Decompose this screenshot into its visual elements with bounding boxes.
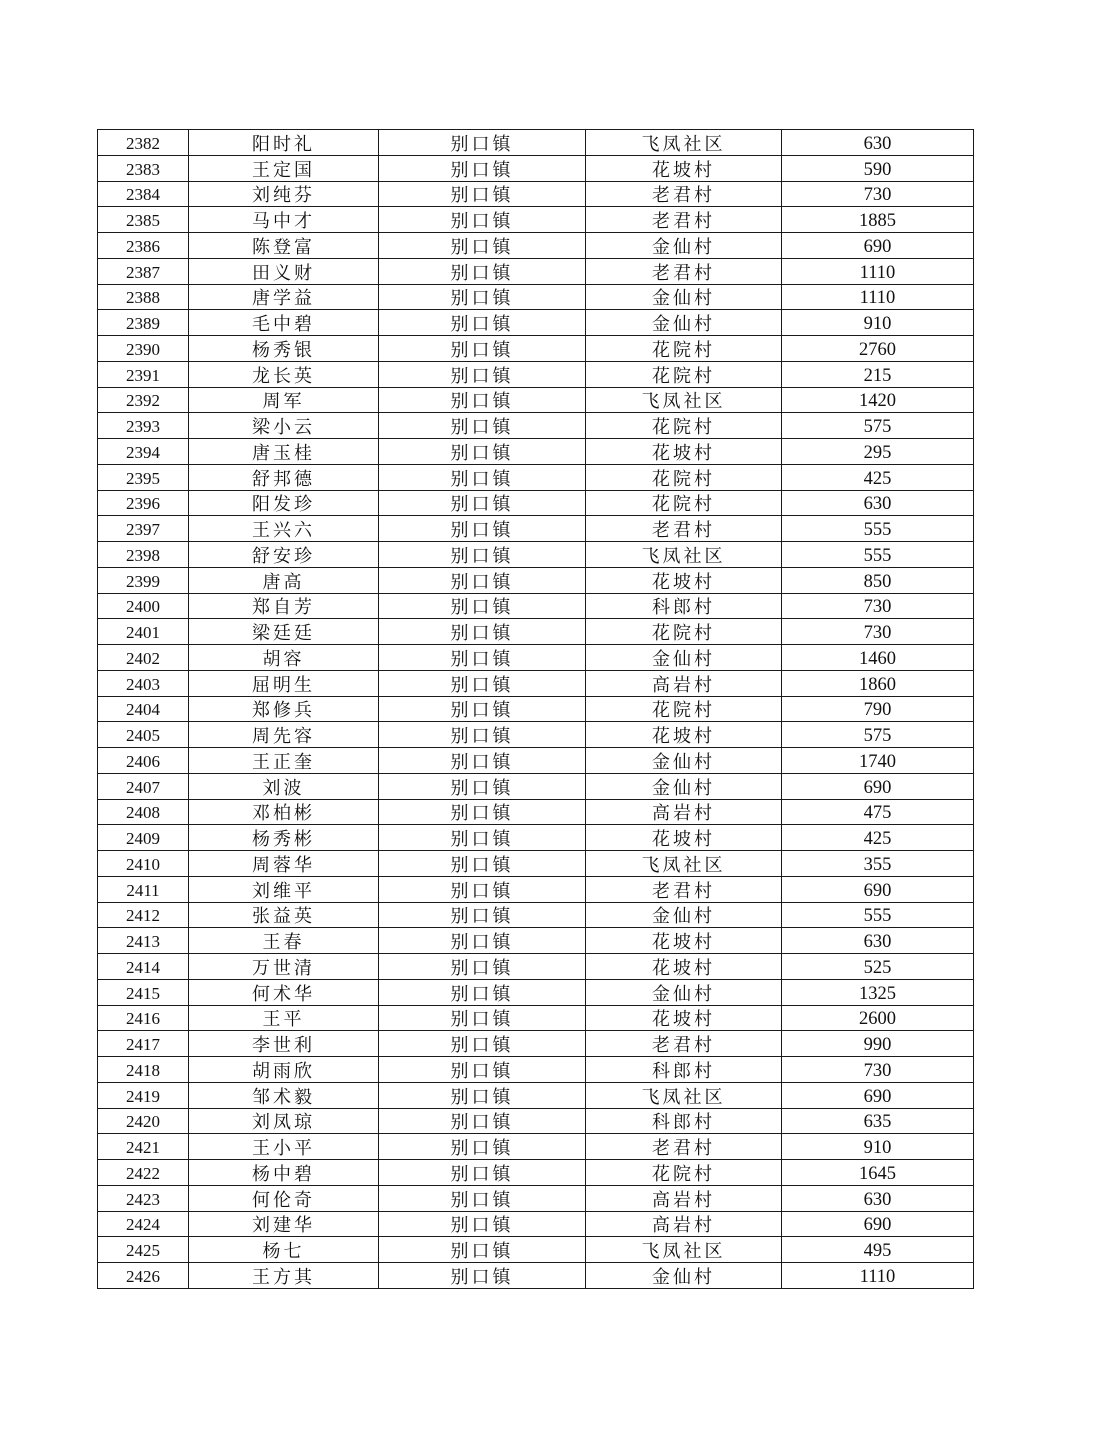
town-cell: 别口镇 xyxy=(379,902,586,928)
town-cell: 别口镇 xyxy=(379,696,586,722)
row-number-cell: 2407 xyxy=(98,773,189,799)
table-row xyxy=(98,773,974,799)
amount-cell: 575 xyxy=(782,413,974,439)
name-cell: 刘维平 xyxy=(189,876,379,902)
table-row xyxy=(98,361,974,387)
row-number-cell: 2408 xyxy=(98,799,189,825)
table-row xyxy=(98,1237,974,1263)
row-number-cell: 2422 xyxy=(98,1160,189,1186)
table-row xyxy=(98,876,974,902)
town-cell: 别口镇 xyxy=(379,336,586,362)
table-row xyxy=(98,1263,974,1289)
table-row xyxy=(98,567,974,593)
row-number-cell: 2387 xyxy=(98,258,189,284)
village-cell: 花坡村 xyxy=(586,722,782,748)
village-cell: 科郎村 xyxy=(586,1108,782,1134)
name-cell: 杨中碧 xyxy=(189,1160,379,1186)
table-row xyxy=(98,310,974,336)
village-cell: 花院村 xyxy=(586,696,782,722)
town-cell: 别口镇 xyxy=(379,1108,586,1134)
village-cell: 飞凤社区 xyxy=(586,851,782,877)
village-cell: 高岩村 xyxy=(586,1211,782,1237)
village-cell: 金仙村 xyxy=(586,645,782,671)
amount-cell: 1420 xyxy=(782,387,974,413)
table-row xyxy=(98,1057,974,1083)
name-cell: 陈登富 xyxy=(189,233,379,259)
amount-cell: 475 xyxy=(782,799,974,825)
row-number-cell: 2383 xyxy=(98,155,189,181)
table-row xyxy=(98,284,974,310)
village-cell: 花坡村 xyxy=(586,439,782,465)
amount-cell: 2760 xyxy=(782,336,974,362)
town-cell: 别口镇 xyxy=(379,825,586,851)
name-cell: 梁小云 xyxy=(189,413,379,439)
table-row xyxy=(98,1005,974,1031)
town-cell: 别口镇 xyxy=(379,1160,586,1186)
row-number-cell: 2404 xyxy=(98,696,189,722)
table-row xyxy=(98,722,974,748)
table-row xyxy=(98,336,974,362)
table-row xyxy=(98,516,974,542)
name-cell: 邓柏彬 xyxy=(189,799,379,825)
amount-cell: 425 xyxy=(782,825,974,851)
amount-cell: 630 xyxy=(782,928,974,954)
village-cell: 金仙村 xyxy=(586,1263,782,1289)
name-cell: 周先容 xyxy=(189,722,379,748)
table-row xyxy=(98,1031,974,1057)
village-cell: 老君村 xyxy=(586,876,782,902)
name-cell: 杨秀彬 xyxy=(189,825,379,851)
village-cell: 花坡村 xyxy=(586,155,782,181)
amount-cell: 555 xyxy=(782,902,974,928)
town-cell: 别口镇 xyxy=(379,1237,586,1263)
table-row xyxy=(98,207,974,233)
name-cell: 王定国 xyxy=(189,155,379,181)
town-cell: 别口镇 xyxy=(379,1005,586,1031)
row-number-cell: 2426 xyxy=(98,1263,189,1289)
amount-cell: 690 xyxy=(782,233,974,259)
row-number-cell: 2418 xyxy=(98,1057,189,1083)
row-number-cell: 2388 xyxy=(98,284,189,310)
village-cell: 飞凤社区 xyxy=(586,542,782,568)
village-cell: 科郎村 xyxy=(586,1057,782,1083)
amount-cell: 635 xyxy=(782,1108,974,1134)
row-number-cell: 2401 xyxy=(98,619,189,645)
row-number-cell: 2399 xyxy=(98,567,189,593)
amount-cell: 495 xyxy=(782,1237,974,1263)
name-cell: 胡容 xyxy=(189,645,379,671)
amount-cell: 1325 xyxy=(782,979,974,1005)
row-number-cell: 2413 xyxy=(98,928,189,954)
table-row xyxy=(98,413,974,439)
name-cell: 郑修兵 xyxy=(189,696,379,722)
village-cell: 花院村 xyxy=(586,464,782,490)
village-cell: 花坡村 xyxy=(586,825,782,851)
town-cell: 别口镇 xyxy=(379,799,586,825)
table-row xyxy=(98,799,974,825)
row-number-cell: 2419 xyxy=(98,1082,189,1108)
amount-cell: 1860 xyxy=(782,670,974,696)
name-cell: 郑自芳 xyxy=(189,593,379,619)
town-cell: 别口镇 xyxy=(379,567,586,593)
name-cell: 王方其 xyxy=(189,1263,379,1289)
village-cell: 花院村 xyxy=(586,413,782,439)
row-number-cell: 2385 xyxy=(98,207,189,233)
row-number-cell: 2415 xyxy=(98,979,189,1005)
town-cell: 别口镇 xyxy=(379,387,586,413)
row-number-cell: 2392 xyxy=(98,387,189,413)
row-number-cell: 2384 xyxy=(98,181,189,207)
name-cell: 毛中碧 xyxy=(189,310,379,336)
name-cell: 万世清 xyxy=(189,954,379,980)
amount-cell: 1460 xyxy=(782,645,974,671)
amount-cell: 630 xyxy=(782,1185,974,1211)
name-cell: 周蓉华 xyxy=(189,851,379,877)
row-number-cell: 2406 xyxy=(98,748,189,774)
name-cell: 周军 xyxy=(189,387,379,413)
row-number-cell: 2396 xyxy=(98,490,189,516)
name-cell: 阳时礼 xyxy=(189,130,379,156)
town-cell: 别口镇 xyxy=(379,928,586,954)
town-cell: 别口镇 xyxy=(379,722,586,748)
name-cell: 屈明生 xyxy=(189,670,379,696)
amount-cell: 590 xyxy=(782,155,974,181)
town-cell: 别口镇 xyxy=(379,619,586,645)
name-cell: 何术华 xyxy=(189,979,379,1005)
town-cell: 别口镇 xyxy=(379,207,586,233)
row-number-cell: 2382 xyxy=(98,130,189,156)
table-row xyxy=(98,1160,974,1186)
name-cell: 梁廷廷 xyxy=(189,619,379,645)
village-cell: 花院村 xyxy=(586,490,782,516)
table-row xyxy=(98,1134,974,1160)
village-cell: 高岩村 xyxy=(586,670,782,696)
amount-cell: 690 xyxy=(782,1211,974,1237)
name-cell: 杨七 xyxy=(189,1237,379,1263)
table-row xyxy=(98,1082,974,1108)
amount-cell: 575 xyxy=(782,722,974,748)
name-cell: 王平 xyxy=(189,1005,379,1031)
table-row xyxy=(98,670,974,696)
name-cell: 唐玉桂 xyxy=(189,439,379,465)
town-cell: 别口镇 xyxy=(379,645,586,671)
village-cell: 花坡村 xyxy=(586,928,782,954)
name-cell: 刘凤琼 xyxy=(189,1108,379,1134)
amount-cell: 425 xyxy=(782,464,974,490)
name-cell: 张益英 xyxy=(189,902,379,928)
town-cell: 别口镇 xyxy=(379,1134,586,1160)
row-number-cell: 2400 xyxy=(98,593,189,619)
town-cell: 别口镇 xyxy=(379,310,586,336)
row-number-cell: 2393 xyxy=(98,413,189,439)
row-number-cell: 2390 xyxy=(98,336,189,362)
village-cell: 高岩村 xyxy=(586,1185,782,1211)
village-cell: 金仙村 xyxy=(586,902,782,928)
name-cell: 刘波 xyxy=(189,773,379,799)
town-cell: 别口镇 xyxy=(379,439,586,465)
table-row xyxy=(98,439,974,465)
amount-cell: 730 xyxy=(782,181,974,207)
row-number-cell: 2417 xyxy=(98,1031,189,1057)
row-number-cell: 2398 xyxy=(98,542,189,568)
town-cell: 别口镇 xyxy=(379,1263,586,1289)
village-cell: 花院村 xyxy=(586,1160,782,1186)
village-cell: 科郎村 xyxy=(586,593,782,619)
row-number-cell: 2395 xyxy=(98,464,189,490)
table-row xyxy=(98,902,974,928)
amount-cell: 215 xyxy=(782,361,974,387)
village-cell: 金仙村 xyxy=(586,748,782,774)
row-number-cell: 2386 xyxy=(98,233,189,259)
name-cell: 马中才 xyxy=(189,207,379,233)
village-cell: 金仙村 xyxy=(586,284,782,310)
row-number-cell: 2391 xyxy=(98,361,189,387)
amount-cell: 730 xyxy=(782,619,974,645)
town-cell: 别口镇 xyxy=(379,773,586,799)
village-cell: 飞凤社区 xyxy=(586,387,782,413)
town-cell: 别口镇 xyxy=(379,413,586,439)
row-number-cell: 2403 xyxy=(98,670,189,696)
row-number-cell: 2412 xyxy=(98,902,189,928)
data-table xyxy=(97,129,974,1289)
village-cell: 飞凤社区 xyxy=(586,130,782,156)
amount-cell: 355 xyxy=(782,851,974,877)
amount-cell: 555 xyxy=(782,542,974,568)
name-cell: 龙长英 xyxy=(189,361,379,387)
name-cell: 李世利 xyxy=(189,1031,379,1057)
table-body xyxy=(98,130,974,1289)
name-cell: 邹术毅 xyxy=(189,1082,379,1108)
name-cell: 何伦奇 xyxy=(189,1185,379,1211)
town-cell: 别口镇 xyxy=(379,233,586,259)
village-cell: 金仙村 xyxy=(586,979,782,1005)
amount-cell: 2600 xyxy=(782,1005,974,1031)
town-cell: 别口镇 xyxy=(379,1057,586,1083)
amount-cell: 850 xyxy=(782,567,974,593)
name-cell: 唐高 xyxy=(189,567,379,593)
row-number-cell: 2397 xyxy=(98,516,189,542)
row-number-cell: 2394 xyxy=(98,439,189,465)
amount-cell: 690 xyxy=(782,773,974,799)
row-number-cell: 2425 xyxy=(98,1237,189,1263)
table-row xyxy=(98,619,974,645)
table-row xyxy=(98,155,974,181)
amount-cell: 1110 xyxy=(782,258,974,284)
row-number-cell: 2389 xyxy=(98,310,189,336)
amount-cell: 295 xyxy=(782,439,974,465)
row-number-cell: 2421 xyxy=(98,1134,189,1160)
amount-cell: 990 xyxy=(782,1031,974,1057)
row-number-cell: 2410 xyxy=(98,851,189,877)
table-row xyxy=(98,954,974,980)
amount-cell: 730 xyxy=(782,1057,974,1083)
town-cell: 别口镇 xyxy=(379,258,586,284)
village-cell: 花院村 xyxy=(586,361,782,387)
table-row xyxy=(98,387,974,413)
name-cell: 刘纯芬 xyxy=(189,181,379,207)
table-row xyxy=(98,979,974,1005)
name-cell: 田义财 xyxy=(189,258,379,284)
amount-cell: 730 xyxy=(782,593,974,619)
village-cell: 老君村 xyxy=(586,516,782,542)
town-cell: 别口镇 xyxy=(379,851,586,877)
town-cell: 别口镇 xyxy=(379,181,586,207)
amount-cell: 690 xyxy=(782,876,974,902)
name-cell: 舒邦德 xyxy=(189,464,379,490)
amount-cell: 525 xyxy=(782,954,974,980)
table-row xyxy=(98,542,974,568)
amount-cell: 1110 xyxy=(782,284,974,310)
table-row xyxy=(98,258,974,284)
town-cell: 别口镇 xyxy=(379,593,586,619)
name-cell: 阳发珍 xyxy=(189,490,379,516)
village-cell: 花院村 xyxy=(586,336,782,362)
name-cell: 王正奎 xyxy=(189,748,379,774)
town-cell: 别口镇 xyxy=(379,284,586,310)
amount-cell: 1110 xyxy=(782,1263,974,1289)
village-cell: 花坡村 xyxy=(586,1005,782,1031)
village-cell: 飞凤社区 xyxy=(586,1082,782,1108)
table-row xyxy=(98,645,974,671)
table-row xyxy=(98,1108,974,1134)
town-cell: 别口镇 xyxy=(379,876,586,902)
amount-cell: 690 xyxy=(782,1082,974,1108)
town-cell: 别口镇 xyxy=(379,1082,586,1108)
town-cell: 别口镇 xyxy=(379,542,586,568)
village-cell: 金仙村 xyxy=(586,233,782,259)
name-cell: 胡雨欣 xyxy=(189,1057,379,1083)
table-row xyxy=(98,851,974,877)
name-cell: 杨秀银 xyxy=(189,336,379,362)
amount-cell: 630 xyxy=(782,130,974,156)
town-cell: 别口镇 xyxy=(379,1211,586,1237)
village-cell: 老君村 xyxy=(586,1134,782,1160)
amount-cell: 1885 xyxy=(782,207,974,233)
name-cell: 唐学益 xyxy=(189,284,379,310)
village-cell: 高岩村 xyxy=(586,799,782,825)
amount-cell: 910 xyxy=(782,310,974,336)
row-number-cell: 2414 xyxy=(98,954,189,980)
amount-cell: 790 xyxy=(782,696,974,722)
village-cell: 老君村 xyxy=(586,181,782,207)
town-cell: 别口镇 xyxy=(379,361,586,387)
town-cell: 别口镇 xyxy=(379,490,586,516)
table-row xyxy=(98,748,974,774)
table-row xyxy=(98,130,974,156)
row-number-cell: 2409 xyxy=(98,825,189,851)
row-number-cell: 2416 xyxy=(98,1005,189,1031)
table-row xyxy=(98,928,974,954)
town-cell: 别口镇 xyxy=(379,516,586,542)
row-number-cell: 2405 xyxy=(98,722,189,748)
village-cell: 花坡村 xyxy=(586,954,782,980)
row-number-cell: 2411 xyxy=(98,876,189,902)
row-number-cell: 2423 xyxy=(98,1185,189,1211)
amount-cell: 1645 xyxy=(782,1160,974,1186)
town-cell: 别口镇 xyxy=(379,1185,586,1211)
table-row xyxy=(98,181,974,207)
table-row xyxy=(98,490,974,516)
row-number-cell: 2424 xyxy=(98,1211,189,1237)
town-cell: 别口镇 xyxy=(379,130,586,156)
village-cell: 老君村 xyxy=(586,207,782,233)
table-row xyxy=(98,464,974,490)
town-cell: 别口镇 xyxy=(379,954,586,980)
amount-cell: 1740 xyxy=(782,748,974,774)
table-row xyxy=(98,1211,974,1237)
table-row xyxy=(98,593,974,619)
name-cell: 王春 xyxy=(189,928,379,954)
village-cell: 花院村 xyxy=(586,619,782,645)
village-cell: 老君村 xyxy=(586,1031,782,1057)
name-cell: 王兴六 xyxy=(189,516,379,542)
village-cell: 金仙村 xyxy=(586,773,782,799)
village-cell: 金仙村 xyxy=(586,310,782,336)
table-row xyxy=(98,696,974,722)
amount-cell: 630 xyxy=(782,490,974,516)
row-number-cell: 2402 xyxy=(98,645,189,671)
amount-cell: 910 xyxy=(782,1134,974,1160)
name-cell: 王小平 xyxy=(189,1134,379,1160)
name-cell: 舒安珍 xyxy=(189,542,379,568)
town-cell: 别口镇 xyxy=(379,464,586,490)
name-cell: 刘建华 xyxy=(189,1211,379,1237)
table-row xyxy=(98,233,974,259)
row-number-cell: 2420 xyxy=(98,1108,189,1134)
table-row xyxy=(98,1185,974,1211)
town-cell: 别口镇 xyxy=(379,155,586,181)
town-cell: 别口镇 xyxy=(379,748,586,774)
town-cell: 别口镇 xyxy=(379,979,586,1005)
amount-cell: 555 xyxy=(782,516,974,542)
table-row xyxy=(98,825,974,851)
village-cell: 老君村 xyxy=(586,258,782,284)
town-cell: 别口镇 xyxy=(379,670,586,696)
village-cell: 飞凤社区 xyxy=(586,1237,782,1263)
town-cell: 别口镇 xyxy=(379,1031,586,1057)
village-cell: 花坡村 xyxy=(586,567,782,593)
